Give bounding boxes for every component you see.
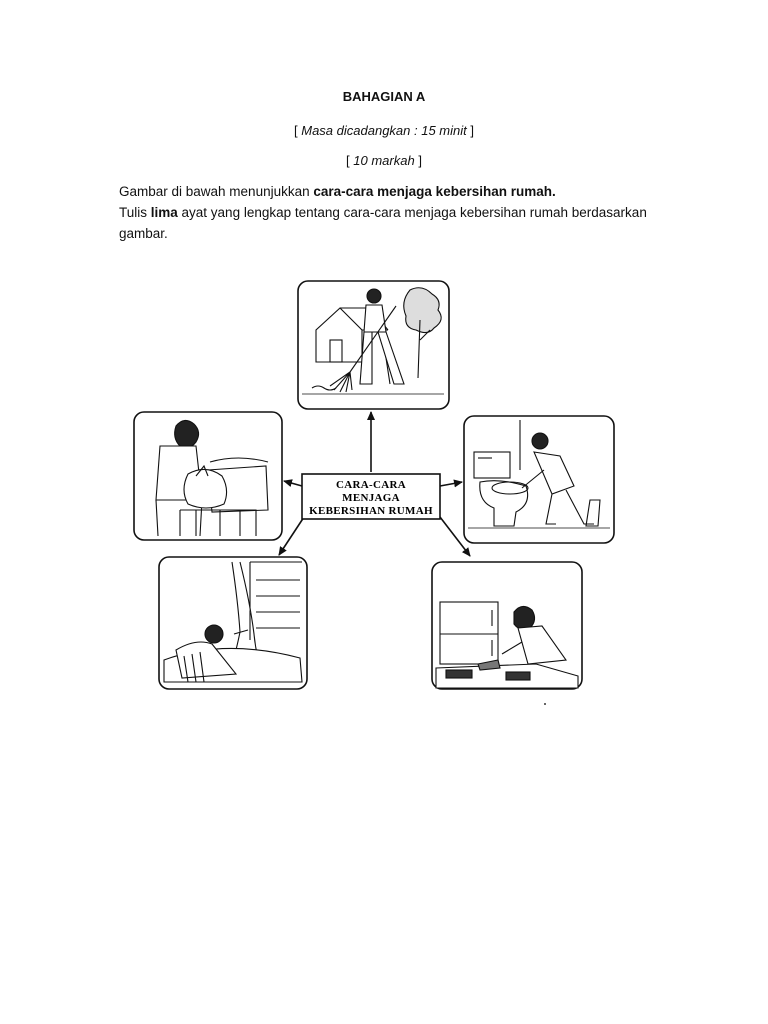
arrow-right: [440, 482, 462, 486]
picture-kitchen: [432, 562, 582, 689]
picture-bed: [159, 557, 307, 689]
marks-note: [ 10 markah ]: [346, 153, 422, 168]
instruction-line-2: Tulis lima ayat yang lengkap tentang cara-cara menjaga kebersihan rumah berdasarkan gambar.: [119, 205, 647, 241]
suggested-time: [ Masa dicadangkan : 15 minit ]: [294, 123, 474, 138]
instruction-line-1: Gambar di bawah menunjukkan cara-cara menjaga kebersihan rumah.: [119, 184, 556, 199]
instruction-topic: cara-cara menjaga kebersihan rumah.: [313, 184, 556, 199]
center-line-2: MENJAGA: [342, 492, 400, 504]
section-title: BAHAGIAN A: [342, 89, 426, 104]
scan-speck: [544, 703, 546, 705]
center-box: [302, 474, 440, 519]
suggested-time-value: Masa dicadangkan : 15 minit: [301, 123, 467, 138]
picture-toilet: [464, 416, 614, 543]
instruction-count: lima: [150, 205, 178, 220]
center-line-3: KEBERSIHAN RUMAH: [309, 505, 433, 517]
picture-rubbish: [134, 412, 282, 540]
center-line-1: CARA-CARA: [336, 479, 406, 491]
marks-value: 10 markah: [353, 153, 415, 168]
arrow-left: [284, 481, 302, 486]
picture-sweeping: [298, 281, 449, 409]
